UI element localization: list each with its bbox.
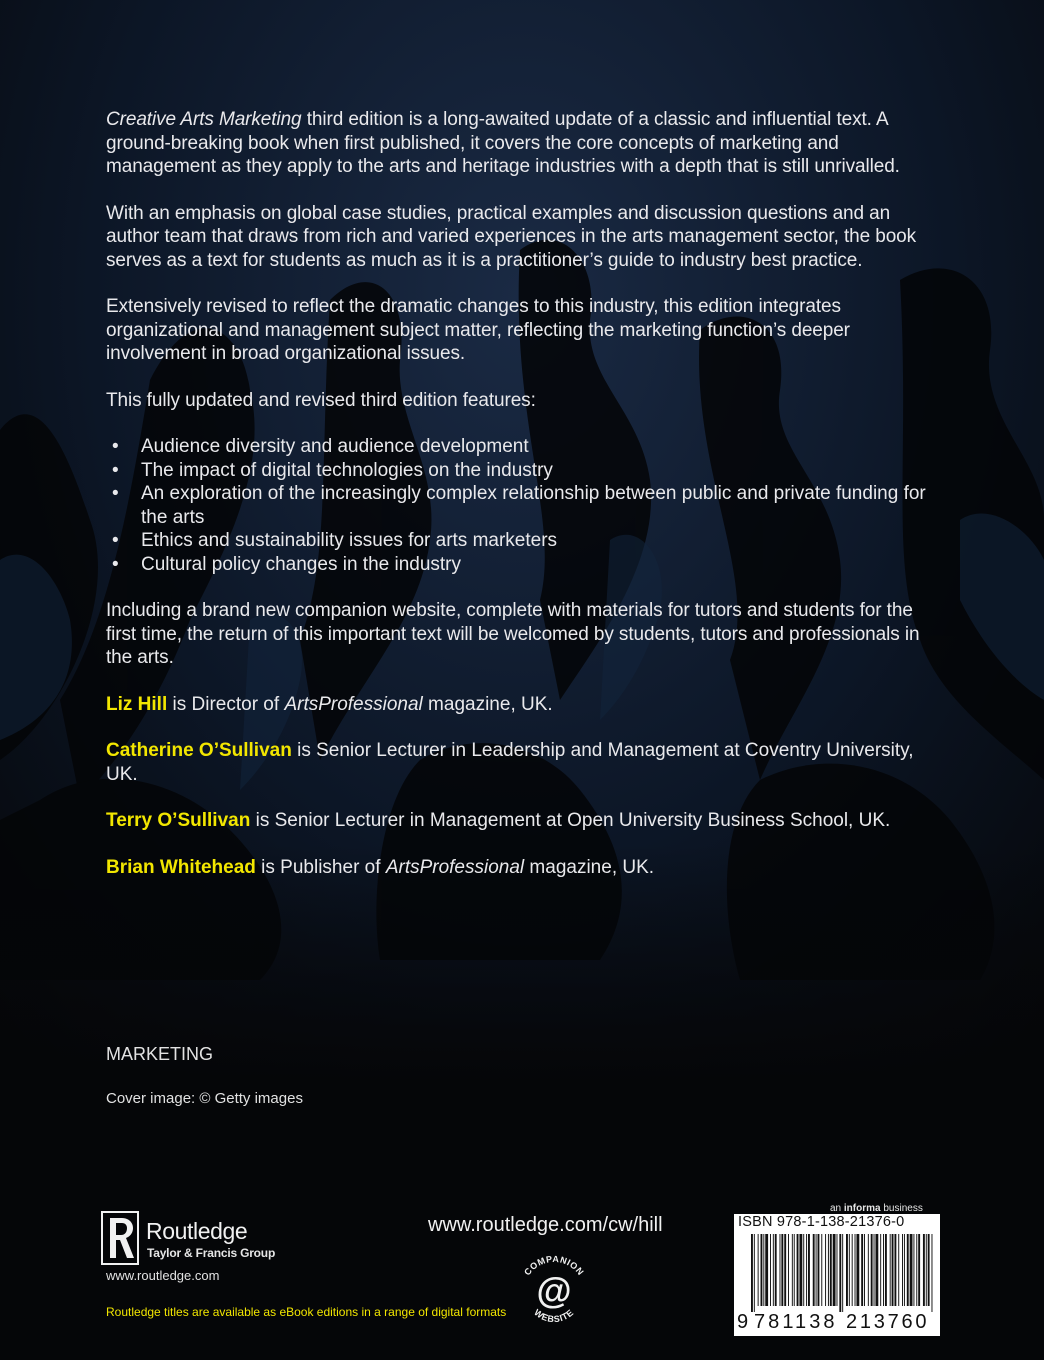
svg-text:781138: 781138 [754,1311,836,1333]
barcode-bar [904,1234,905,1306]
barcode-bar [898,1234,899,1306]
author-bio-terry-osullivan: Terry O’Sullivan is Senior Lecturer in Management at Open University Business School, UK. [106,810,891,831]
barcode-bar [780,1234,781,1306]
publisher-group: Taylor & Francis Group [147,1246,276,1260]
barcode-bar [794,1234,795,1306]
description-paragraph-1 [106,108,946,179]
barcode-bar [816,1234,817,1306]
bullet-icon: • [112,553,119,575]
barcode-bar [799,1234,802,1306]
description-paragraph-5: Including a brand new companion website, complete with materials for tutors and students for the first time, the return of this important text will be welcomed by students, tutors and professionals in the arts. [106,600,920,668]
barcode-bar [773,1234,774,1306]
barcode-bar [926,1234,927,1306]
description-paragraph-3: Extensively revised to reflect the dramatic changes to this industry, this edition integrates organizational and management subject matter, reflecting the marketing function’s deeper involvement in broad organizational issues. [106,296,850,364]
barcode-bars [737,1234,937,1312]
description-paragraph-2: With an emphasis on global case studies, practical examples and discussion questions and an author team that draws from rich and varied experiences in the arts management sector, the book serves as a text for students as much as it is a practitioner’s guide to industry best practice. [106,202,917,271]
barcode-bar [781,1234,783,1306]
barcode-bar [792,1234,793,1306]
bullet-icon: • [112,436,119,457]
svg-text:213760: 213760 [846,1311,928,1333]
barcode-bar [890,1234,891,1306]
barcode-bar [839,1234,841,1312]
barcode-bar [923,1234,925,1306]
barcode-bar [821,1234,822,1306]
description-paragraph-1-text: third edition is a long-awaited update of a classic and influential text. A ground-breaking book when first published, it covers the core concepts of marketing and management as they apply to the arts and heritage industries with a depth that is still unrivalled. [106,109,900,177]
isbn-barcode [734,1214,940,1336]
barcode-bar [892,1234,894,1306]
feature-item: • Audience diversity and audience development [112,436,529,457]
svg-text:@: @ [536,1270,572,1311]
barcode-bar [885,1234,887,1306]
barcode-bar [763,1234,764,1306]
subject-category: MARKETING [106,1044,214,1064]
barcode-bar [761,1234,763,1306]
barcode-bar [907,1234,909,1306]
barcode-bar [856,1234,859,1306]
barcode-bar [775,1234,777,1306]
barcode-bar [916,1234,917,1306]
barcode-bar [842,1234,843,1312]
barcode-bar [833,1234,836,1306]
barcode-bar [852,1234,853,1306]
companion-website-url[interactable]: www.routledge.com/cw/hill [428,1214,663,1236]
author-bio-catherine-osullivan: Catherine O’Sullivan is Senior Lecturer in Leadership and Management at Coventry University, UK. [106,740,914,785]
author-name: Terry O’Sullivan [106,810,251,831]
barcode-bar [910,1234,913,1306]
barcode-bar [765,1234,768,1306]
barcode-bar [825,1234,826,1306]
barcode-bar [784,1234,786,1306]
publisher-name: Routledge [146,1218,248,1244]
svg-text:9: 9 [737,1311,749,1333]
barcode-bar [818,1234,820,1306]
barcode-bar [797,1234,799,1306]
barcode-bar [830,1234,832,1306]
barcode-bar [875,1234,878,1306]
barcode-bar [864,1234,865,1306]
barcode-bar [849,1234,850,1306]
back-cover-text [106,108,946,902]
barcode-bar [806,1234,807,1306]
author-bio-brian-whitehead: Brian Whitehead is Publisher of ArtsProfessional magazine, UK. [106,856,655,878]
barcode-bar [928,1234,930,1306]
barcode-bar [932,1234,933,1312]
barcode-bar [918,1234,920,1306]
author-bio-liz-hill: Liz Hill is Director of ArtsProfessional magazine, UK. [106,693,553,715]
barcode-bar [861,1234,863,1306]
barcode-bar [837,1234,838,1306]
barcode-bar [828,1234,829,1306]
informa-business-tagline: an informa business [830,1203,923,1214]
features-list [106,435,946,576]
isbn-text: ISBN 978-1-138-21376-0 [738,1214,905,1230]
routledge-r-icon [100,1210,140,1266]
cover-image-credit: Cover image: © Getty images [106,1090,303,1107]
svg-text:COMPANION: COMPANION [522,1253,586,1278]
barcode-bar [868,1234,869,1306]
author-name: Catherine O’Sullivan [106,740,292,761]
barcode-bar [751,1234,753,1312]
ebook-note: Routledge titles are available as eBook editions in a range of digital formats [106,1305,507,1319]
barcode-bar [894,1234,896,1306]
barcode-bar [770,1234,771,1306]
bullet-icon: • [112,530,119,551]
barcode-bar [880,1234,881,1306]
bullet-icon: • [112,459,119,481]
routledge-logo [100,1210,300,1270]
barcode-bar [788,1234,789,1306]
barcode-bar [846,1234,848,1306]
barcode-bar [913,1234,914,1306]
feature-item: • Cultural policy changes in the industry [112,553,462,575]
feature-item: • Ethics and sustainability issues for arts marketers [112,530,558,551]
barcode-bar [902,1234,903,1306]
book-title-italic: Creative Arts Marketing [106,109,302,130]
barcode-bar [754,1234,755,1312]
companion-website-badge-icon [512,1248,596,1332]
barcode-bar [803,1234,804,1306]
feature-item: • An exploration of the increasingly complex relationship between public and private funding for the arts [112,483,926,528]
publisher-url[interactable]: www.routledge.com [106,1268,220,1283]
barcode-bar [874,1234,875,1306]
bullet-icon: • [112,483,119,504]
svg-text:WEBSITE: WEBSITE [532,1307,576,1325]
barcode-bar [871,1234,873,1306]
barcode-bar [883,1234,884,1306]
barcode-bar [813,1234,815,1306]
features-intro: This fully updated and revised third edition features: [106,389,536,411]
author-name: Liz Hill [106,693,168,715]
author-name: Brian Whitehead [106,856,256,878]
feature-item: • The impact of digital technologies on the industry [112,459,553,481]
barcode-bar [758,1234,759,1306]
barcode-bar [855,1234,856,1306]
barcode-bar [808,1234,810,1306]
barcode-digits [734,1309,940,1333]
